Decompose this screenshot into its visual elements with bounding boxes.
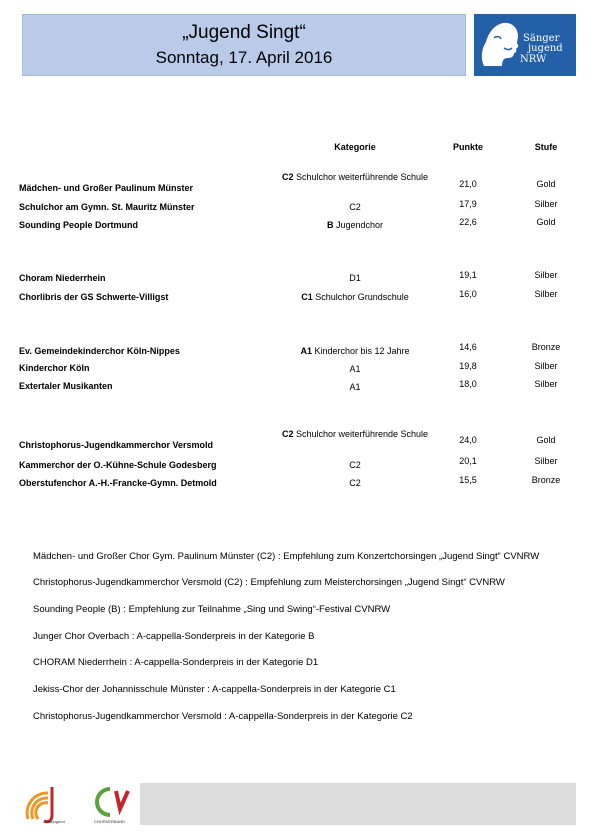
category-text: Jugendchor [333,220,384,230]
category [270,364,440,375]
level: Bronze [531,342,561,352]
category [270,220,440,231]
category-text: Kinderchor bis 12 Jahre [311,346,410,356]
award-note: Christophorus-Jugendkammerchor Versmold (C2) : Empfehlung zum Meisterchorsingen „Jugend Singt“ CVNRW [33,577,505,588]
level: Gold [536,217,556,227]
level: Silber [534,270,558,280]
logo-line-3: NRW [520,54,547,65]
category-code: C2 [281,429,294,439]
choir-name: Sounding People Dortmund [19,220,138,230]
category-text: A1 [349,382,361,392]
category [270,273,440,284]
chorverband-logo [88,781,138,827]
points: 19,8 [459,361,477,371]
column-header-kategorie: Kategorie [334,142,376,152]
level: Silber [534,361,558,371]
level: Bronze [531,475,561,485]
category-code: A1 [300,346,312,356]
category [270,292,440,303]
award-note: Mädchen- und Großer Chor Gym. Paulinum Münster (C2) : Empfehlung zum Konzertchorsingen „Jugend Singt“ CVNRW [33,551,540,562]
column-header-stufe: Stufe [534,142,558,152]
category-text: D1 [349,273,361,283]
choir-name: Schulchor am Gymn. St. Mauritz Münster [19,202,195,212]
category-text: Schulchor weiterführende Schule [293,429,429,439]
saengerjugend-logo [474,14,576,76]
category [270,478,440,489]
points: 15,5 [459,475,477,485]
level: Gold [536,435,556,445]
award-note: Sounding People (B) : Empfehlung zur Teilnahme „Sing und Swing“-Festival CVNRW [33,604,391,615]
choir-name: Kinderchor Köln [19,363,90,373]
choir-name: Extertaler Musikanten [19,381,113,391]
category [270,382,440,393]
chorjugend-logo-text: Chorjugend [44,819,65,824]
award-note: CHORAM Niederrhein : A-cappella-Sonderpreis in der Kategorie D1 [33,657,319,668]
award-note: Jekiss-Chor der Johannisschule Münster : A-cappella-Sonderpreis in der Kategorie C1 [33,684,396,695]
points: 20,1 [459,456,477,466]
choir-name: Christophorus-Jugendkammerchor Versmold [19,440,214,450]
category-text: C2 [349,202,361,212]
category [270,346,440,357]
choir-name: Kammerchor der O.-Kühne-Schule Godesberg [19,460,217,470]
category-code: C1 [301,292,313,302]
choir-name: Choram Niederrhein [19,273,106,283]
points: 22,6 [459,217,477,227]
footer-bar [140,783,576,825]
level: Silber [534,199,558,209]
title-banner [22,14,466,76]
category-text: Schulchor weiterführende Schule [293,172,429,182]
category [270,202,440,213]
choir-name: Ev. Gemeindekinderchor Köln-Nippes [19,346,180,356]
category-code: C2 [281,172,294,182]
choir-name: Mädchen- und Großer Paulinum Münster [19,183,194,193]
points: 21,0 [459,179,477,189]
points: 16,0 [459,289,477,299]
category [270,172,440,183]
points: 24,0 [459,435,477,445]
points: 17,9 [459,199,477,209]
chorjugend-logo [22,781,82,829]
points: 19,1 [459,270,477,280]
award-note: Junger Chor Overbach : A-cappella-Sonderpreis in der Kategorie B [33,631,315,642]
category [270,460,440,471]
points: 14,6 [459,342,477,352]
category-text: C2 [349,478,361,488]
logo-line-2: jugend [528,43,563,54]
category [270,429,440,440]
level: Silber [534,379,558,389]
level: Gold [536,179,556,189]
choir-name: Chorlibris der GS Schwerte-Villigst [19,292,169,302]
page-subtitle: Sonntag, 17. April 2016 [155,48,333,67]
logo-line-1: Sänger [523,33,560,44]
category-text: Schulchor Grundschule [312,292,409,302]
category-text: C2 [349,460,361,470]
category-text: A1 [349,364,361,374]
page-title: „Jugend Singt“ [182,22,306,43]
points: 18,0 [459,379,477,389]
award-note: Christophorus-Jugendkammerchor Versmold : A-cappella-Sonderpreis in der Kategorie C2 [33,711,413,722]
level: Silber [534,289,558,299]
choir-name: Oberstufenchor A.-H.-Francke-Gymn. Detmold [19,478,217,488]
category-code: B [326,220,334,230]
level: Silber [534,456,558,466]
chorverband-logo-text: CHORVERBAND [94,819,126,824]
column-header-punkte: Punkte [452,142,483,152]
